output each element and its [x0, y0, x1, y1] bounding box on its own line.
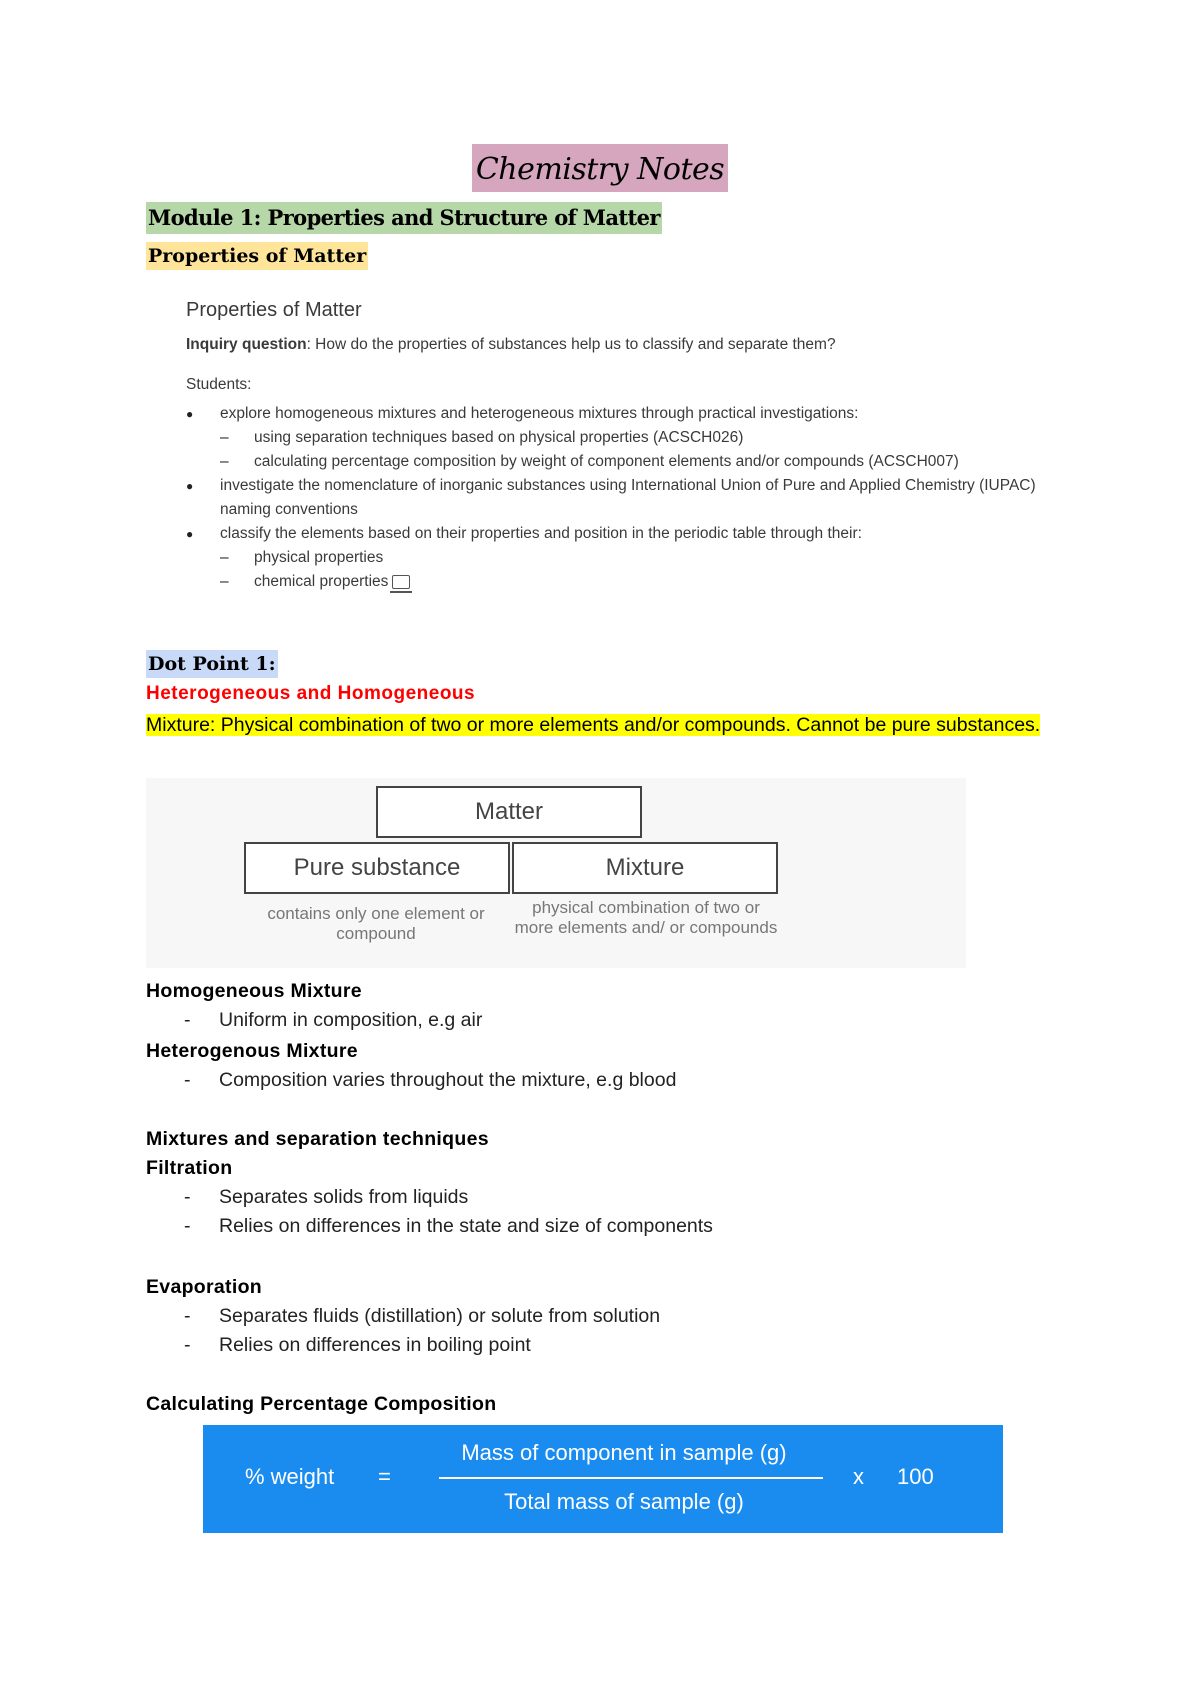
- list-item: - Separates solids from liquids: [146, 1183, 1066, 1212]
- heterogenous-heading: Heterogenous Mixture: [146, 1040, 358, 1062]
- homogeneous-heading: Homogeneous Mixture: [146, 980, 362, 1002]
- syllabus-item-text: investigate the nomenclature of inorganic substances using International Union of Pure and Applied Chemistry (IUPAC) naming conventions: [220, 477, 1036, 518]
- syllabus-excerpt: [186, 296, 1046, 594]
- dot-point-label: Dot Point 1:: [146, 650, 278, 678]
- filtration-heading: Filtration: [146, 1157, 233, 1179]
- syllabus-list: [186, 402, 1046, 594]
- syllabus-item: [186, 402, 1046, 474]
- percentage-formula: [203, 1425, 1003, 1533]
- heterogenous-section: [146, 1037, 1066, 1095]
- syllabus-subitem: – using separation techniques based on physical properties (ACSCH026): [220, 426, 1046, 450]
- percentage-heading: Calculating Percentage Composition: [146, 1393, 497, 1415]
- syllabus-subitem: [220, 570, 1046, 594]
- mixture-definition: [146, 711, 1076, 740]
- formula-numerator: Mass of component in sample (g): [461, 1440, 787, 1465]
- mixture-caption: physical combination of two or more elements and/ or compounds: [514, 898, 778, 937]
- title-container: [0, 144, 1200, 192]
- list-item: - Separates fluids (distillation) or solute from solution: [146, 1302, 1066, 1331]
- matter-box: Matter: [376, 786, 642, 838]
- syllabus-sublist: [220, 426, 1046, 474]
- evaporation-section: [146, 1273, 1066, 1360]
- syllabus-item: [186, 474, 1046, 522]
- formula-times: x: [853, 1464, 864, 1489]
- pure-substance-box: Pure substance: [244, 842, 510, 894]
- matter-diagram: [146, 778, 966, 968]
- formula-factor: 100: [897, 1464, 934, 1489]
- evaporation-heading: Evaporation: [146, 1276, 262, 1298]
- syllabus-subitem-text: chemical properties: [254, 573, 389, 590]
- formula-equals: =: [378, 1464, 391, 1489]
- students-label: Students:: [186, 376, 252, 393]
- syllabus-item-text: explore homogeneous mixtures and heterogeneous mixtures through practical investigations:: [220, 405, 859, 422]
- homogeneous-section: [146, 977, 1066, 1035]
- syllabus-item-text: classify the elements based on their properties and position in the periodic table through their:: [220, 525, 862, 542]
- inquiry-label: Inquiry question: [186, 336, 307, 353]
- inquiry-question: [186, 334, 1046, 356]
- mixture-box: Mixture: [512, 842, 778, 894]
- formula-lhs: % weight: [245, 1464, 335, 1489]
- mixture-definition-text: Mixture: Physical combination of two or more elements and/or compounds. Cannot be pure substances.: [146, 714, 1041, 736]
- list-item: - Relies on differences in boiling point: [146, 1331, 1066, 1360]
- formula-denominator: Total mass of sample (g): [504, 1489, 744, 1514]
- list-item: - Composition varies throughout the mixture, e.g blood: [146, 1066, 1066, 1095]
- separation-heading: Mixtures and separation techniques: [146, 1128, 489, 1150]
- mixture-types-heading: Heterogeneous and Homogeneous: [146, 683, 476, 704]
- syllabus-subitem: – physical properties: [220, 546, 1046, 570]
- list-item: - Uniform in composition, e.g air: [146, 1006, 1066, 1035]
- inquiry-text: : How do the properties of substances help us to classify and separate them?: [306, 336, 836, 353]
- module-title: Module 1: Properties and Structure of Matter: [146, 202, 662, 234]
- syllabus-sublist: [220, 546, 1046, 594]
- section-title: Properties of Matter: [146, 242, 368, 270]
- pure-substance-caption: contains only one element or compound: [267, 904, 485, 943]
- separation-section: [146, 1125, 1066, 1241]
- syllabus-heading: Properties of Matter: [186, 299, 362, 321]
- fraction-bar: [439, 1477, 823, 1479]
- syllabus-subitem: – calculating percentage composition by weight of component elements and/or compounds (ACSCH007): [220, 450, 1046, 474]
- syllabus-item: [186, 522, 1046, 594]
- document-title: Chemistry Notes: [472, 144, 728, 192]
- list-item: - Relies on differences in the state and size of components: [146, 1212, 1066, 1241]
- computer-icon: [392, 575, 410, 589]
